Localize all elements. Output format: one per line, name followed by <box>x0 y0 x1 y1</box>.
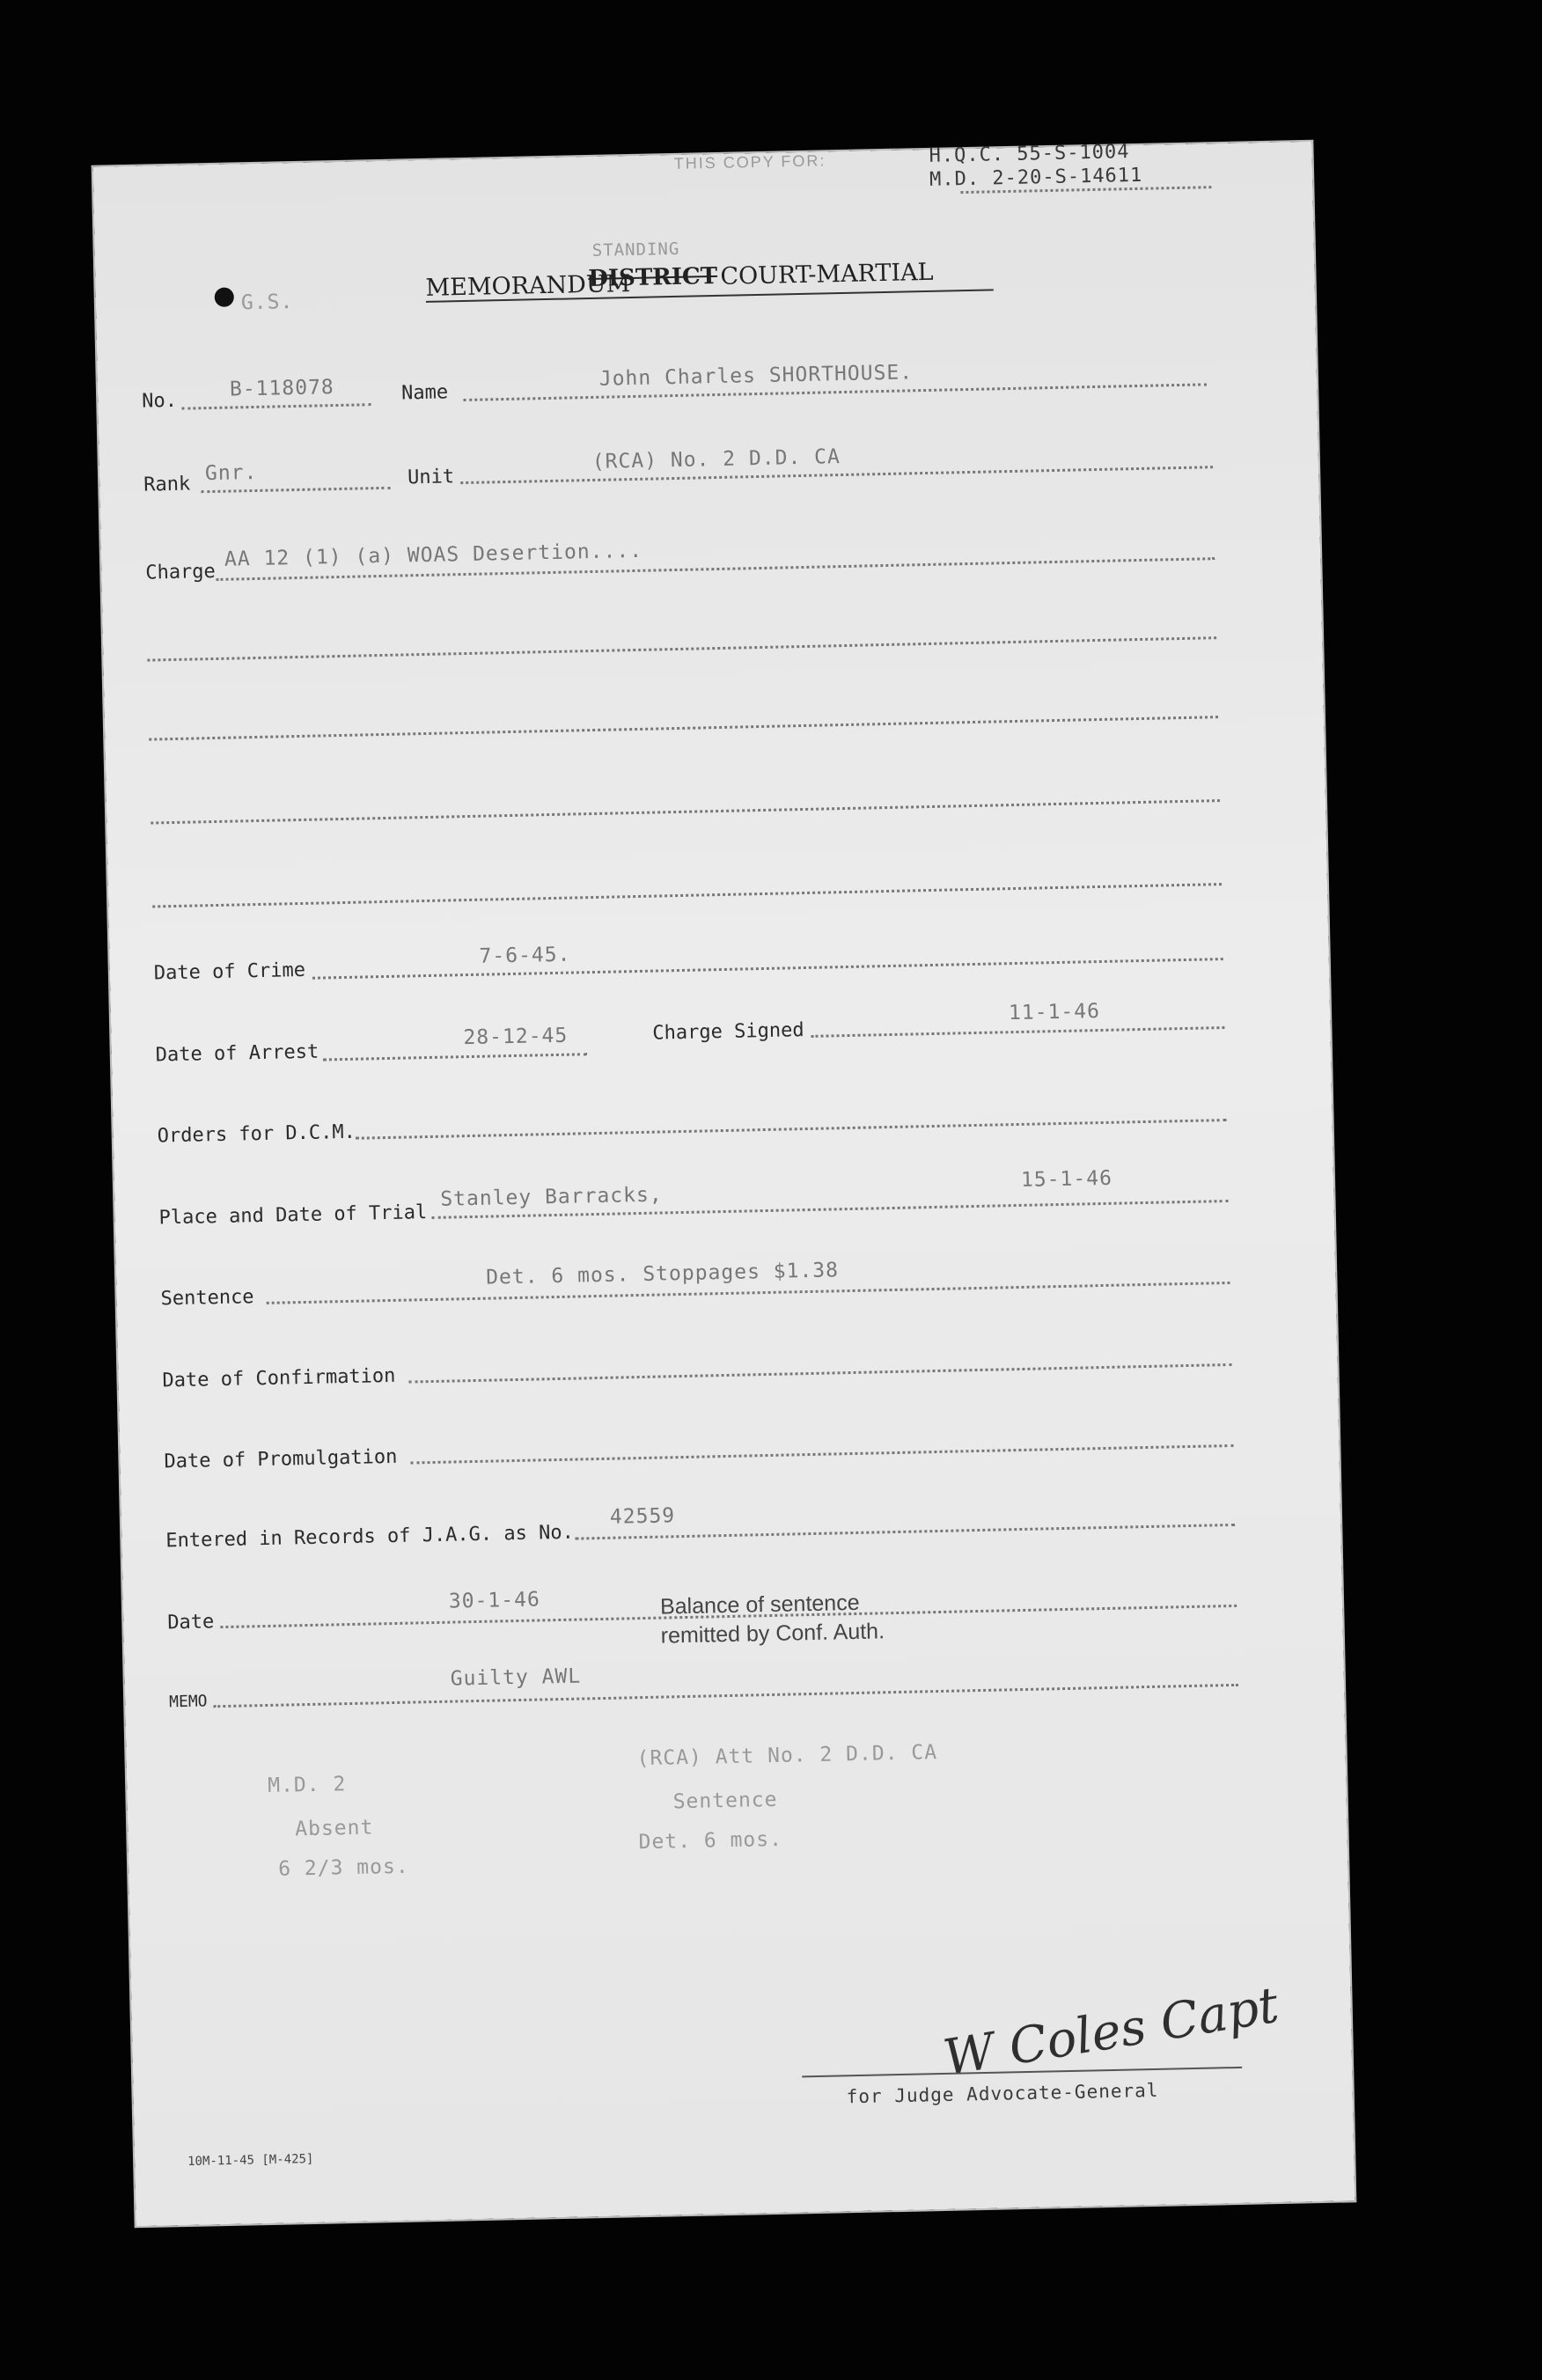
sentence-value: Det. 6 mos. Stoppages $1.38 <box>485 1259 840 1289</box>
note-absent-label: Absent <box>294 1816 374 1841</box>
date-of-arrest-value: 28-12-45 <box>463 1024 569 1050</box>
orders-dcm-label: Orders for D.C.M. <box>157 1120 356 1148</box>
handwritten-remark-line1: Balance of sentence <box>659 1590 860 1620</box>
charge-line-5 <box>152 883 1222 907</box>
rank-line <box>201 487 390 494</box>
trial-place-value: Stanley Barracks, <box>440 1183 663 1211</box>
md-reference: M.D. 2-20-S-14611 <box>929 164 1143 191</box>
unit-value: (RCA) No. 2 D.D. CA <box>591 445 841 474</box>
jag-records-label: Entered in Records of J.A.G. as No. <box>165 1521 575 1553</box>
charge-line-3 <box>149 716 1218 740</box>
gs-mark: G.S. <box>240 290 294 315</box>
signature: W Coles Capt <box>939 1976 1283 2088</box>
court-martial-memorandum <box>93 142 1355 2226</box>
memo-line <box>213 1684 1238 1708</box>
rank-label: Rank <box>143 473 191 496</box>
note-absent-value: 6 2/3 mos. <box>277 1855 409 1881</box>
unit-label: Unit <box>407 466 455 489</box>
this-copy-for: THIS COPY FOR: <box>673 151 826 173</box>
name-label: Name <box>400 381 449 405</box>
unit-line <box>460 466 1213 484</box>
date-value: 30-1-46 <box>448 1588 541 1613</box>
sentence-label: Sentence <box>160 1286 254 1311</box>
charge-line-4 <box>151 799 1220 824</box>
note-attachment: (RCA) Att No. 2 D.D. CA <box>636 1741 938 1771</box>
form-code: 10M-11-45 [M-425] <box>187 2152 314 2170</box>
charge-signed-label: Charge Signed <box>652 1019 804 1045</box>
charge-label: Charge <box>145 560 217 584</box>
date-of-arrest-line <box>323 1053 587 1061</box>
charge-signed-value: 11-1-46 <box>1008 1000 1101 1025</box>
memo-title-right: COURT-MARTIAL <box>720 258 934 290</box>
date-confirmation-label: Date of Confirmation <box>162 1364 396 1392</box>
signer-title: for Judge Advocate-General <box>846 2079 1159 2108</box>
no-value: B-118078 <box>229 376 335 401</box>
date-of-crime-value: 7-6-45. <box>479 943 571 968</box>
trial-date-value: 15-1-46 <box>1020 1166 1113 1192</box>
note-sentence-label: Sentence <box>672 1788 778 1814</box>
date-of-crime-label: Date of Crime <box>153 959 306 985</box>
hq-reference: H.Q.C. 55-S-1004 <box>929 141 1130 167</box>
no-label: No. <box>141 389 178 413</box>
note-md: M.D. 2 <box>267 1773 347 1798</box>
name-line <box>463 383 1207 401</box>
memo-title-overtyped: STANDING <box>591 239 680 261</box>
rank-value: Gnr. <box>204 460 258 486</box>
memo-title-struck: DISTRICT <box>588 262 718 292</box>
date-confirmation-line <box>409 1363 1232 1384</box>
date-of-arrest-label: Date of Arrest <box>155 1040 319 1067</box>
jag-number-value: 42559 <box>609 1504 676 1529</box>
memo-title-left: MEMORANDUM <box>425 270 631 302</box>
ink-blot-icon <box>215 287 234 306</box>
orders-dcm-line <box>356 1119 1227 1140</box>
charge-signed-line <box>811 1026 1224 1038</box>
no-line <box>181 403 371 410</box>
date-promulgation-label: Date of Promulgation <box>164 1445 398 1473</box>
memo-label: MEMO <box>168 1692 208 1712</box>
charge-value: AA 12 (1) (a) WOAS Desertion.... <box>224 539 643 571</box>
date-label: Date <box>167 1611 215 1634</box>
handwritten-remark-line2: remitted by Conf. Auth. <box>660 1619 885 1649</box>
note-sentence-value: Det. 6 mos. <box>638 1827 783 1855</box>
charge-line-2 <box>147 636 1216 661</box>
name-value: John Charles SHORTHOUSE. <box>598 361 914 391</box>
date-of-crime-line <box>312 958 1223 980</box>
date-promulgation-line <box>411 1444 1234 1465</box>
memo-value: Guilty AWL <box>450 1664 582 1691</box>
place-date-trial-label: Place and Date of Trial <box>158 1201 428 1230</box>
sentence-line <box>267 1282 1230 1304</box>
